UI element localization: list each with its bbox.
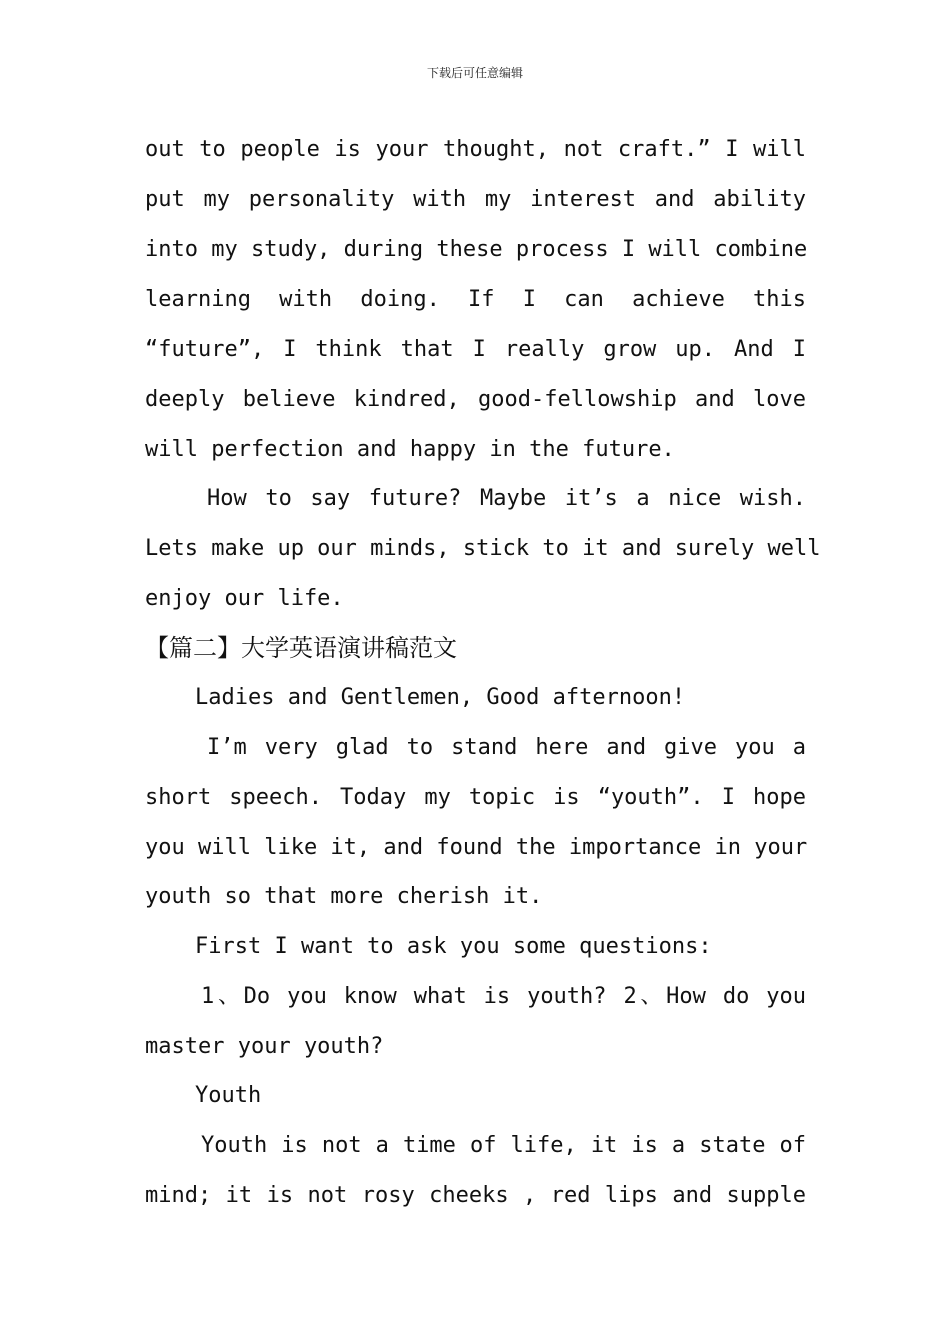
section-heading: 【篇二】大学英语演讲稿范文 — [145, 634, 457, 662]
text-line: youth so that more cherish it. — [145, 884, 543, 909]
text-line: learning with doing. If I can achieve this — [145, 287, 806, 312]
text-line: will perfection and happy in the future. — [145, 437, 675, 462]
text-line: short speech. Today my topic is “youth”. I hope — [145, 785, 806, 810]
text-line: out to people is your thought, not craft.” I will — [145, 137, 806, 162]
text-line: How to say future? Maybe it’s a nice wish. — [207, 486, 806, 511]
text-line: put my personality with my interest and ability — [145, 187, 806, 212]
text-line: into my study, during these process I will combine — [145, 237, 808, 262]
text-line: 1、Do you know what is youth? 2、How do you — [201, 984, 806, 1009]
text-line: Youth is not a time of life, it is a state of — [201, 1133, 806, 1158]
text-line: First I want to ask you some questions: — [195, 934, 712, 959]
text-line: master your youth? — [145, 1034, 384, 1059]
text-line: mind; it is not rosy cheeks , red lips and supple — [145, 1183, 806, 1208]
text-line: Youth — [195, 1083, 262, 1108]
text-line: I’m very glad to stand here and give you a — [207, 735, 806, 760]
text-line: Ladies and Gentlemen, Good afternoon! — [195, 685, 686, 710]
text-line: you will like it, and found the importance in your — [145, 835, 808, 860]
text-line: deeply believe kindred, good-fellowship and love — [145, 387, 806, 412]
page-header: 下载后可任意编辑 — [426, 66, 523, 80]
text-line: enjoy our life. — [145, 586, 344, 611]
text-line: “future”, I think that I really grow up. And I — [145, 337, 806, 362]
text-line: Lets make up our minds, stick to it and surely well — [145, 536, 821, 561]
